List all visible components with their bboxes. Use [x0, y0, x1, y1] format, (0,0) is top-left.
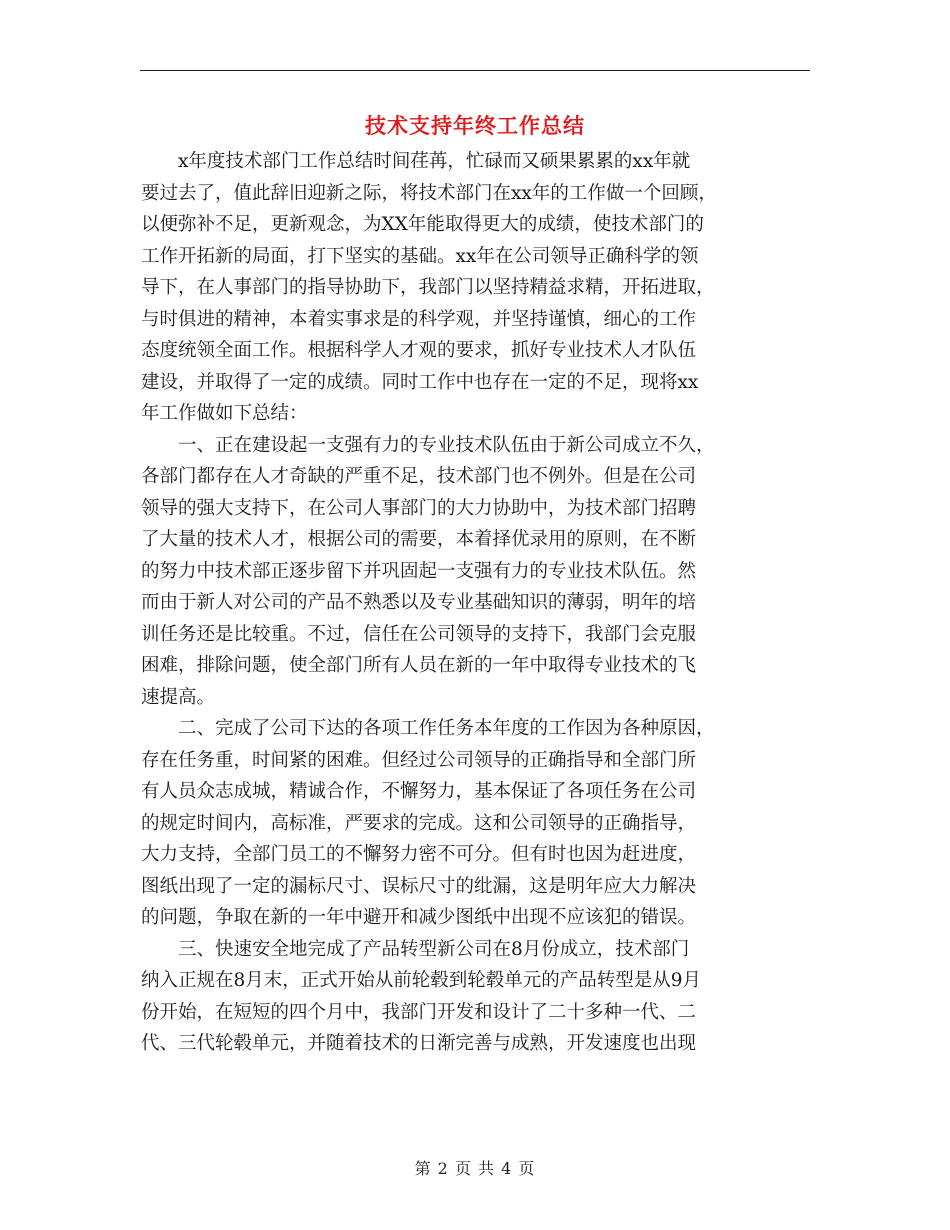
text-line: 而由于新人对公司的产品不熟悉以及专业基础知识的薄弱，明年的培	[141, 592, 697, 613]
paragraph	[141, 934, 811, 1060]
text-line: 三、快速安全地完成了产品转型新公司在8月份成立，技术部门	[178, 938, 690, 960]
paragraph	[141, 713, 811, 934]
text-line: 年工作做如下总结：	[141, 403, 308, 424]
text-line: 要过去了，值此辞旧迎新之际，将技术部门在xx年的工作做一个回顾，	[141, 182, 717, 204]
text-line: 了大量的技术人才，根据公司的需要，本着择优录用的原则，在不断	[141, 529, 697, 550]
text-line: 困难，排除问题，使全部门所有人员在新的一年中取得专业技术的飞	[141, 655, 697, 676]
text-line: 份开始，在短短的四个月中，我部门开发和设计了二十多种一代、二	[141, 1001, 697, 1023]
text-line: 图纸出现了一定的漏标尺寸、误标尺寸的纰漏，这是明年应大力解决	[141, 875, 697, 897]
document-title: 技术支持年终工作总结	[365, 113, 585, 138]
text-line: 二、完成了公司下达的各项工作任务本年度的工作因为各种原因，	[178, 718, 715, 739]
text-line: 态度统领全面工作。根据科学人才观的要求，抓好专业技术人才队伍	[141, 340, 697, 361]
paragraph	[141, 430, 811, 714]
page-number: 第 2 页 共 4 页	[414, 1159, 536, 1178]
text-line: 领导的强大支持下，在公司人事部门的大力协助中，为技术部门招聘	[141, 497, 697, 519]
text-line: 工作开拓新的局面，打下坚实的基础。xx年在公司领导正确科学的领	[141, 245, 699, 267]
text-line: 训任务还是比较重。不过，信任在公司领导的支持下，我部门会克服	[141, 623, 697, 645]
text-line: 大力支持，全部门员工的不懈努力密不可分。但有时也因为赶进度，	[141, 844, 697, 865]
text-line: 的努力中技术部正逐步留下并巩固起一支强有力的专业技术队伍。然	[141, 560, 697, 582]
text-line: 有人员众志成城，精诚合作，不懈努力，基本保证了各项任务在公司	[141, 781, 697, 802]
text-line: x年度技术部门工作总结时间荏苒，忙碌而又硕果累累的xx年就	[178, 151, 691, 172]
text-line: 存在任务重，时间紧的困难。但经过公司领导的正确指导和全部门所	[141, 749, 697, 771]
text-line: 代、三代轮毂单元，并随着技术的日渐完善与成熟，开发速度也出现	[141, 1033, 697, 1054]
text-line: 速提高。	[141, 686, 216, 708]
paragraph	[141, 146, 811, 430]
text-line: 的问题，争取在新的一年中避开和减少图纸中出现不应该犯的错误。	[141, 907, 697, 928]
text-line: 与时俱进的精神，本着实事求是的科学观，并坚持谨慎，细心的工作	[141, 308, 697, 330]
text-line: 各部门都存在人才奇缺的严重不足，技术部门也不例外。但是在公司	[141, 466, 697, 487]
text-line: 一、正在建设起一支强有力的专业技术队伍由于新公司成立不久，	[178, 434, 715, 456]
header-rule	[140, 70, 810, 71]
document-body	[141, 146, 811, 1060]
text-line: 建设，并取得了一定的成绩。同时工作中也存在一定的不足，现将xx	[141, 371, 699, 393]
text-line: 的规定时间内，高标准，严要求的完成。这和公司领导的正确指导，	[141, 812, 697, 834]
text-line: 以便弥补不足，更新观念，为XX年能取得更大的成绩，使技术部门的	[141, 214, 704, 235]
text-line: 导下，在人事部门的指导协助下，我部门以坚持精益求精，开拓进取，	[141, 277, 715, 298]
text-line: 纳入正规在8月末，正式开始从前轮毂到轮毂单元的产品转型是从9月	[141, 970, 702, 991]
